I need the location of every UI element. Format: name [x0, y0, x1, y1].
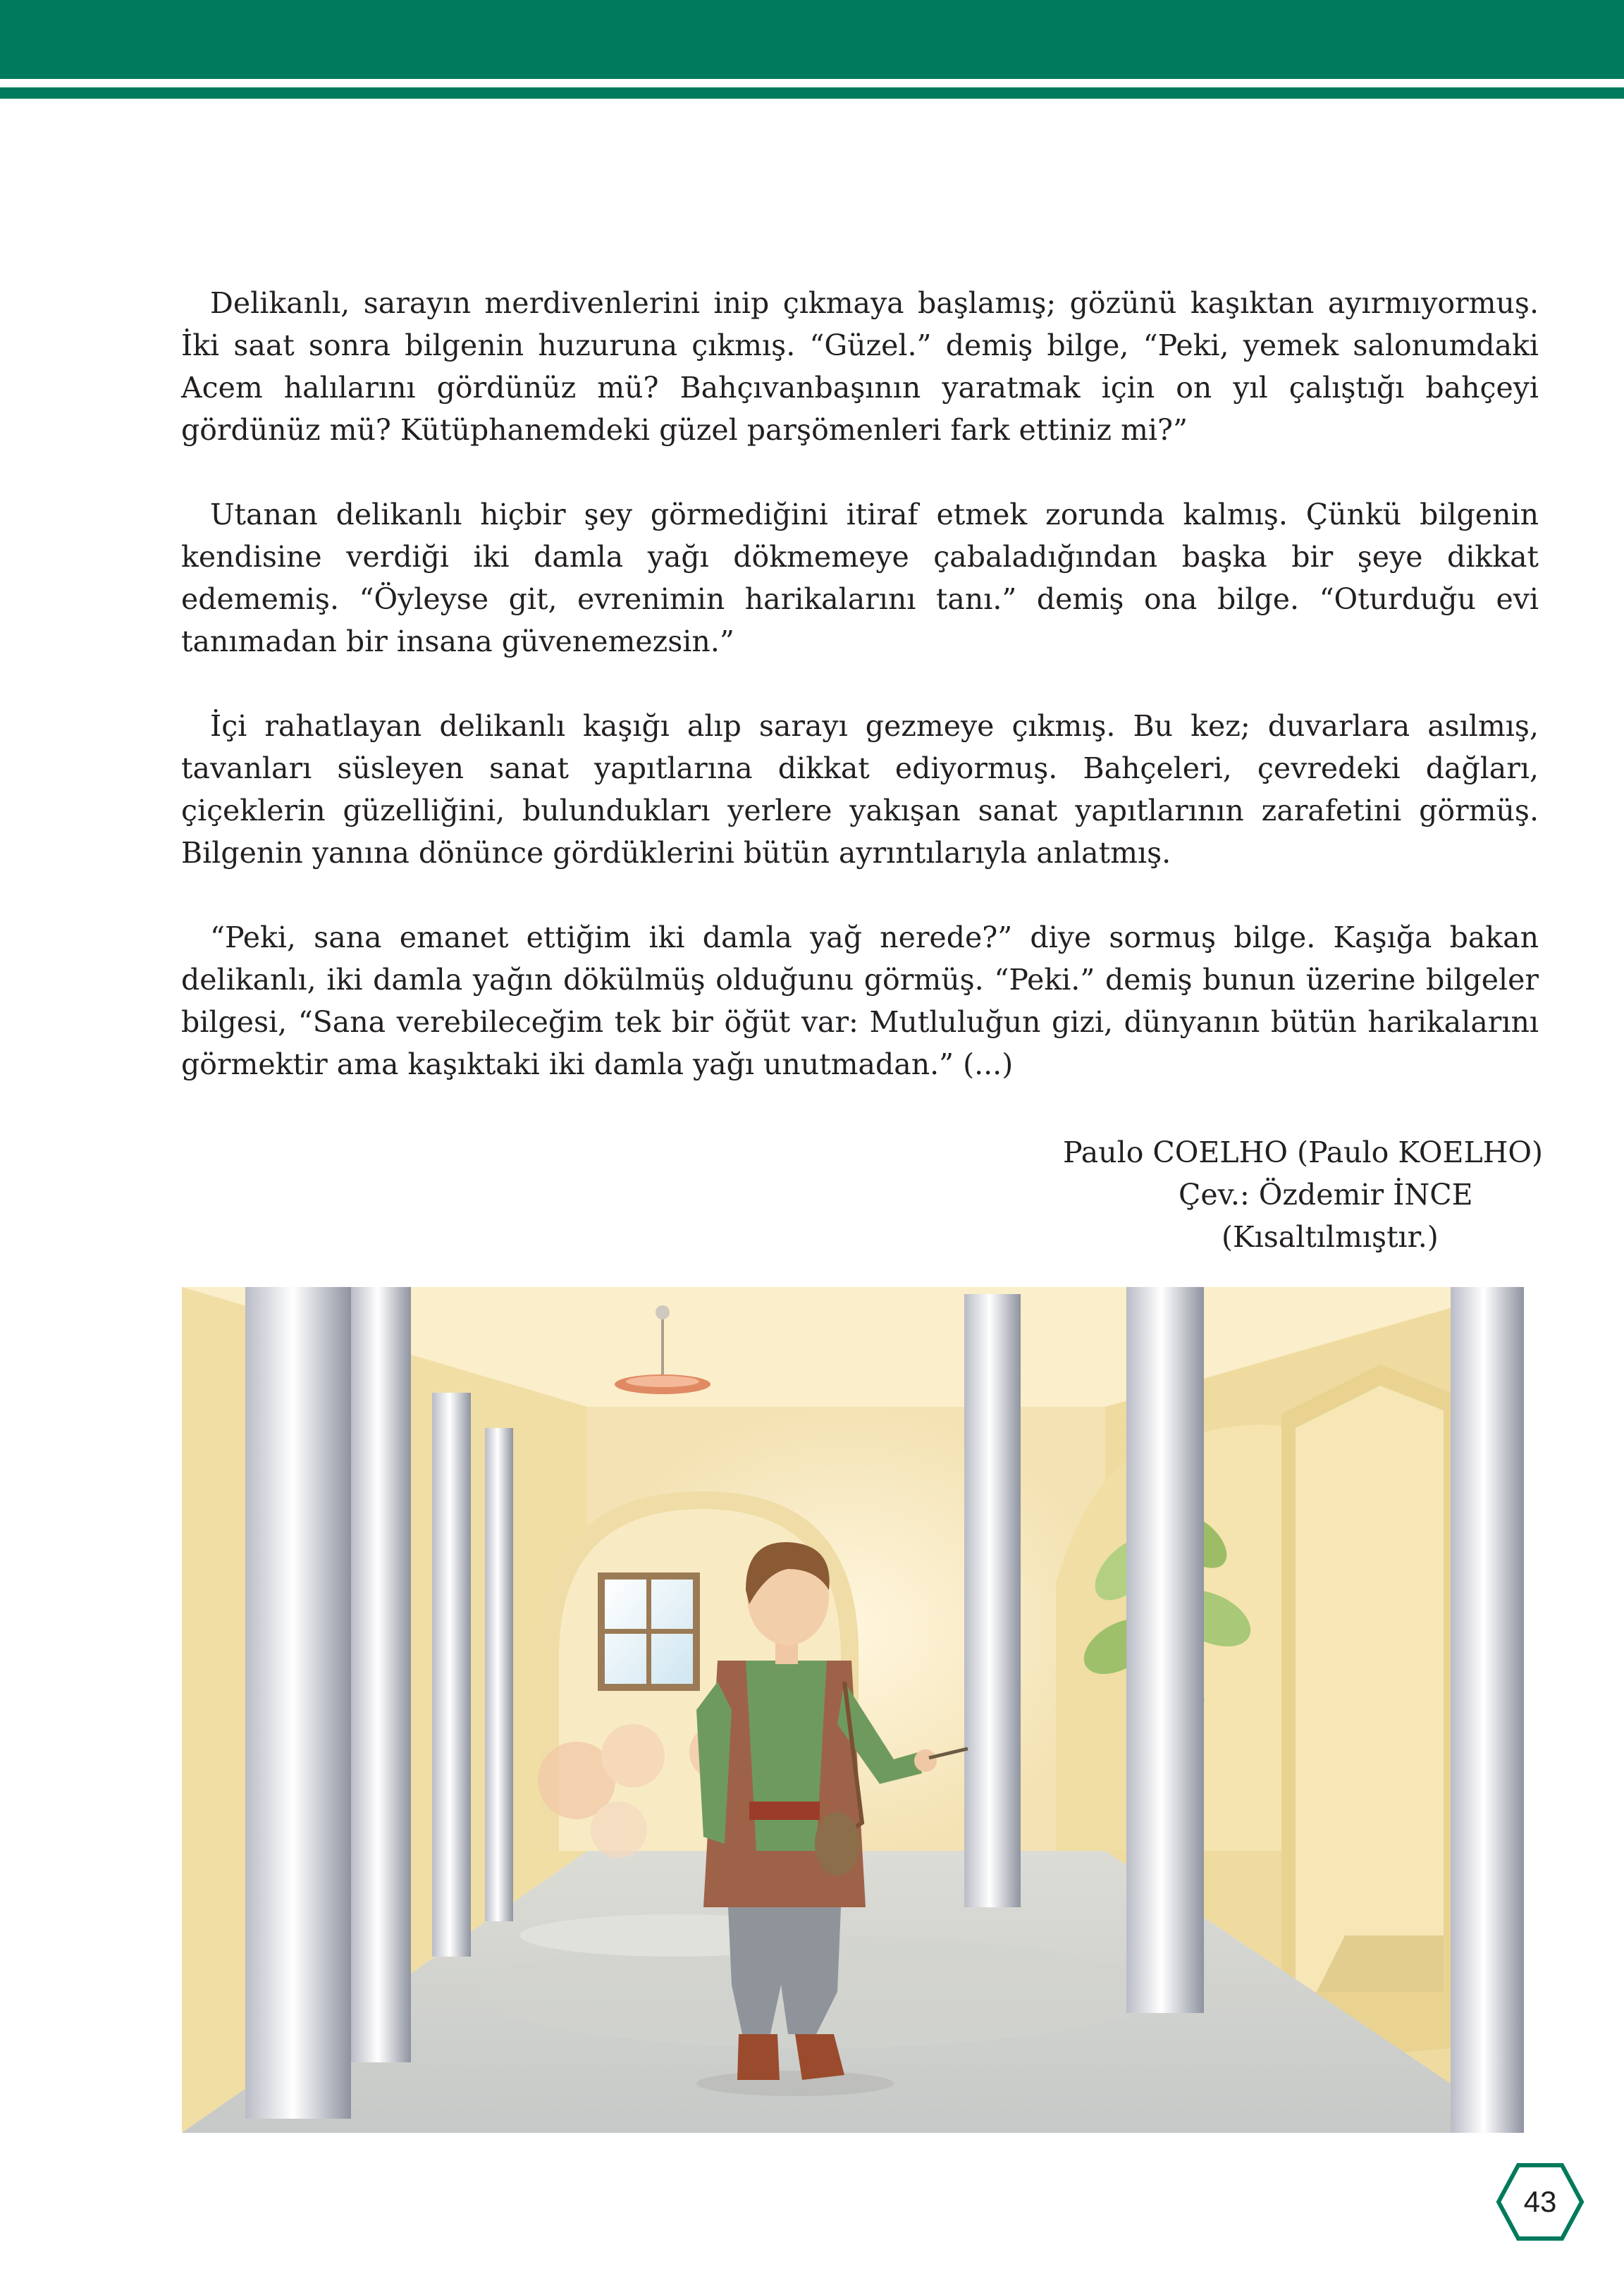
- column-right-2: [1126, 1287, 1204, 2013]
- author-credit: Paulo COELHO (Paulo KOELHO): [1063, 1135, 1544, 1169]
- column-right-3: [1451, 1287, 1524, 2133]
- green-shirt: [746, 1661, 827, 1851]
- paragraph-3: İçi rahatlayan delikanlı kaşığı alıp sarayı gezmeye çıkmış. Bu kez; duvarlara asılmış, tavanları süsleyen sanat yapıtlarına dikkat ediyormuş. Bahçeleri, çevredeki dağları, çiçeklerin güzelliğini, bulundukları yerlere yakışan sanat yapıtlarının zarafetini görmüş. Bilgenin yanına dönünce gördüklerini bütün ayrıntılarıyla anlatmış.: [181, 709, 1539, 870]
- left-sandal: [737, 2034, 780, 2080]
- hand: [914, 1749, 937, 1772]
- column-left-2: [351, 1287, 411, 2062]
- column-left-4: [485, 1428, 513, 1921]
- paragraph-1: Delikanlı, sarayın merdivenlerini inip çıkmaya başlamış; gözünü kaşıktan ayırmıyormuş. İki saat sonra bilgenin huzuruna çıkmış. “Güzel.” demiş bilge, “Peki, yemek salonumdaki Acem halılarını gördünüz mü? Bahçıvanbaşının yaratmak için on yıl çalıştığı bahçeyi gördünüz mü? Kütüphanemdeki güzel parşömenleri fark ettiniz mi?”: [181, 286, 1539, 447]
- page-number: 43: [1523, 2185, 1557, 2218]
- translator-credit: Çev.: Özdemir İNCE: [1179, 1178, 1473, 1212]
- abridged-note: (Kısaltılmıştır.): [1222, 1220, 1439, 1254]
- page-number-badge: [1496, 2162, 1585, 2241]
- palace-hall-illustration: [182, 1287, 1524, 2133]
- column-left-1: [245, 1287, 351, 2119]
- story-text: [181, 282, 1539, 1128]
- belt: [749, 1802, 820, 1820]
- paragraph-4: “Peki, sana emanet ettiğim iki damla yağ nerede?” diye sormuş bilge. Kaşığa bakan delikanlı, iki damla yağın dökülmüş olduğunu görmüş. “Peki.” demiş bunun üzerine bilgeler bilgesi, “Sana verebileceğim tek bir öğüt var: Mutluluğun gizi, dünyanın bütün harikalarını görmektir ama kaşıktaki iki damla yağı unutmadan.” (...): [181, 921, 1539, 1081]
- header-stripe: [0, 87, 1624, 99]
- column-left-3: [432, 1393, 471, 1957]
- column-right-1: [964, 1294, 1021, 1907]
- paragraph-2: Utanan delikanlı hiçbir şey görmediğini itiraf etmek zorunda kalmış. Çünkü bilgenin kendisine verdiği iki damla yağı dökmemeye çabaladığından başka bir şeye dikkat edememiş. “Öyleyse git, evrenimin harikalarını tanı.” demiş ona bilge. “Oturduğu evi tanımadan bir insana güvenemezsin.”: [181, 498, 1539, 658]
- header-band: [0, 0, 1624, 79]
- satchel: [815, 1812, 860, 1876]
